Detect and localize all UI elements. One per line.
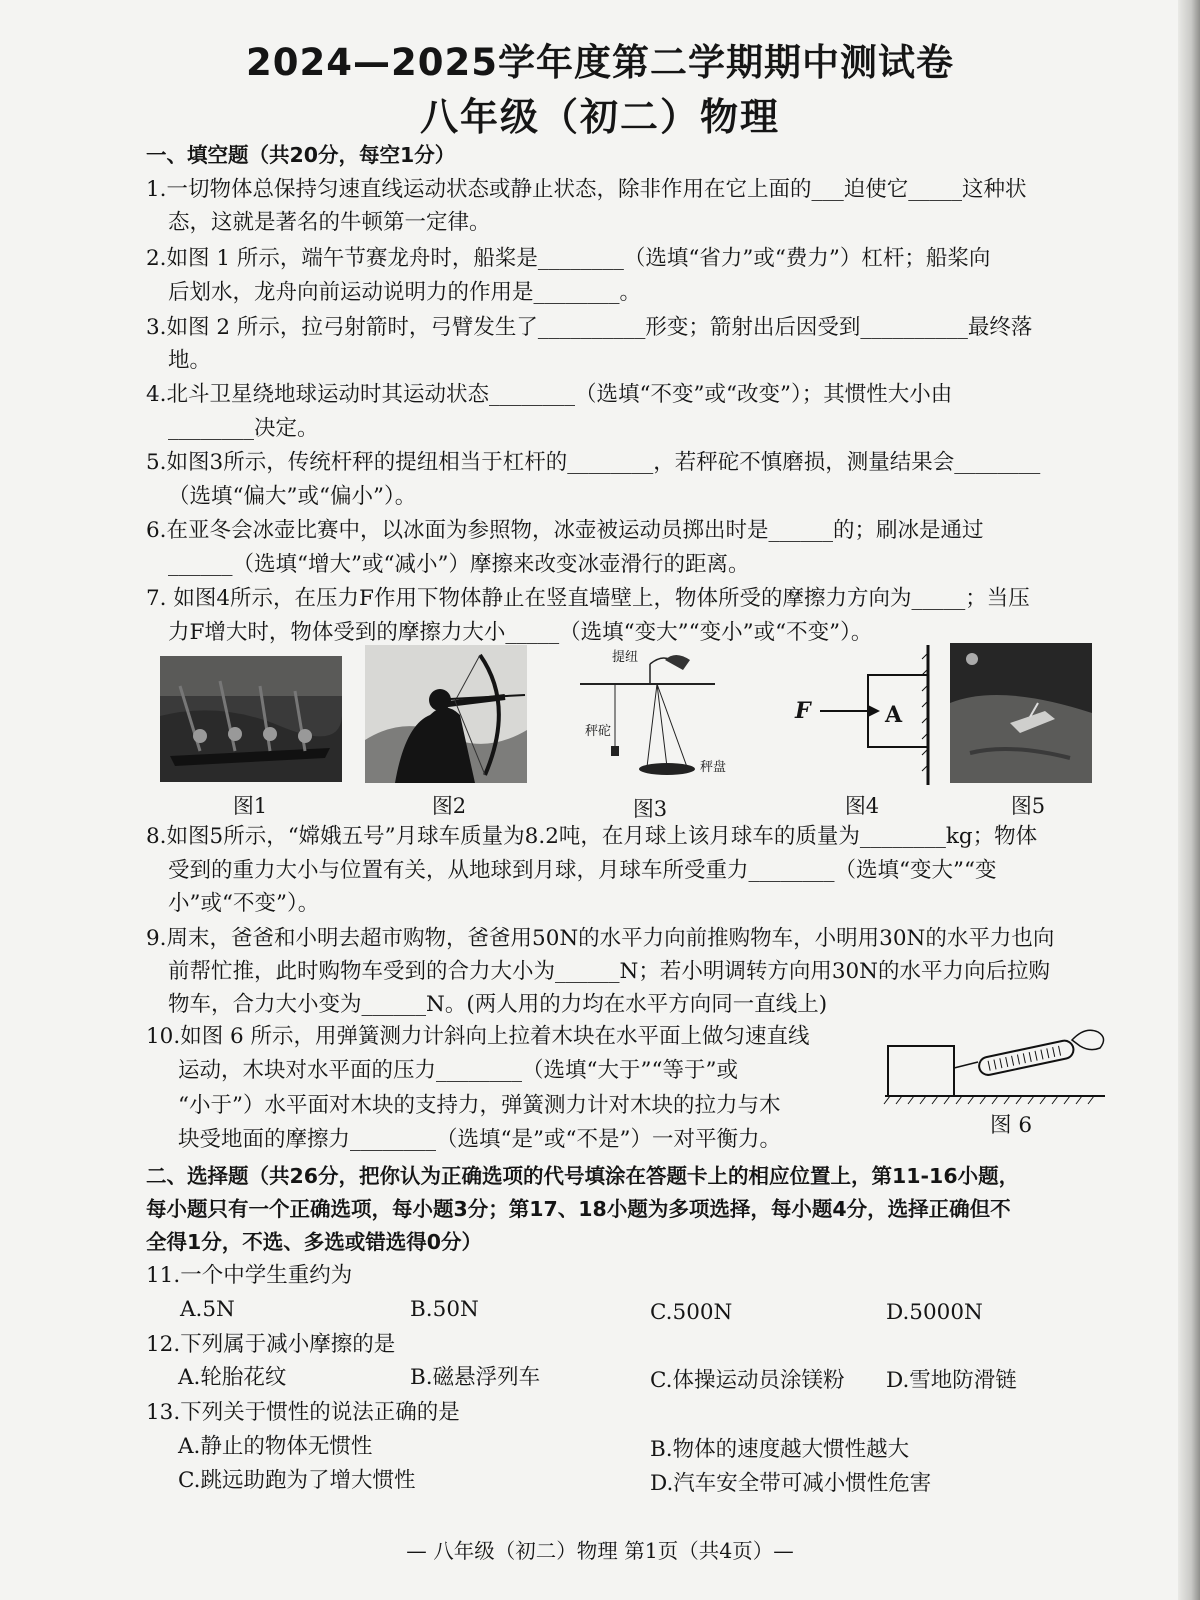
figure-1-dragon-boat-photo bbox=[160, 656, 342, 782]
caption-fig5: 图5 bbox=[1010, 794, 1046, 818]
q2-line1: 2.如图 1 所示，端午节赛龙舟时，船桨是________（选填“省力”或“费力”）杠杆；船桨向 bbox=[146, 246, 991, 271]
q10-line2: 运动，木块对水平面的压力________（选填“大于”“等于”或 bbox=[178, 1058, 738, 1083]
exam-title: 2024—2025学年度第二学期期中测试卷 bbox=[246, 41, 954, 84]
q13-stem: 13.下列关于惯性的说法正确的是 bbox=[146, 1400, 460, 1425]
q11-option-c: C.500N bbox=[650, 1300, 733, 1325]
q10-line3: “小于”）水平面对木块的支持力，弹簧测力计对木块的拉力与木 bbox=[178, 1093, 781, 1118]
figure-6-spring-scale-diagram bbox=[880, 1018, 1110, 1108]
figure-5-lunar-rover-photo bbox=[950, 643, 1092, 783]
caption-fig2: 图2 bbox=[431, 794, 467, 818]
q9-line3: 物车，合力大小变为______N。(两人用的力均在水平方向同一直线上) bbox=[168, 992, 828, 1017]
page-footer: — 八年级（初二）物理 第1页（共4页）— bbox=[406, 1539, 794, 1563]
figure-4-block-wall-diagram bbox=[790, 645, 930, 785]
q9-line1: 9.周末，爸爸和小明去超市购物，爸爸用50N的水平力向前推购物车，小明用30N的水平力也向 bbox=[146, 926, 1055, 951]
q12-option-c: C.体操运动员涂镁粉 bbox=[650, 1368, 845, 1393]
q12-option-a: A.轮胎花纹 bbox=[178, 1365, 287, 1390]
q12-stem: 12.下列属于减小摩擦的是 bbox=[146, 1332, 396, 1357]
q10-line4: 块受地面的摩擦力________（选填“是”或“不是”）一对平衡力。 bbox=[178, 1127, 781, 1152]
q11-stem: 11.一个中学生重约为 bbox=[146, 1263, 353, 1288]
figure-2-archer-photo bbox=[365, 645, 527, 783]
caption-fig3: 图3 bbox=[632, 797, 668, 821]
q7-line1: 7. 如图4所示，在压力F作用下物体静止在竖直墙壁上，物体所受的摩擦力方向为_____；当压 bbox=[146, 586, 1030, 611]
q4-line2: ________决定。 bbox=[168, 416, 319, 441]
q1-line2: 态，这就是著名的牛顿第一定律。 bbox=[168, 210, 491, 235]
q9-line2: 前帮忙推，此时购物车受到的合力大小为______N；若小明调转方向用30N的水平力向后拉购 bbox=[168, 959, 1050, 984]
exam-subtitle: 八年级（初二）物理 bbox=[419, 95, 780, 139]
section2-heading-line3: 全得1分，不选、多选或错选得0分） bbox=[146, 1230, 483, 1254]
q5-line1: 5.如图3所示，传统杆秤的提纽相当于杠杆的________，若秤砣不慎磨损，测量结果会________ bbox=[146, 450, 1041, 475]
q5-line2: （选填“偏大”或“偏小”）。 bbox=[168, 484, 417, 509]
fig3-label-tiniu: 提纽 bbox=[612, 650, 639, 665]
q11-option-b: B.50N bbox=[410, 1297, 479, 1322]
section1-heading: 一、填空题（共20分，每空1分） bbox=[146, 143, 456, 167]
q3-line2: 地。 bbox=[168, 348, 212, 373]
q8-line3: 小”或“不变”）。 bbox=[168, 891, 320, 916]
caption-fig6: 图 6 bbox=[990, 1113, 1033, 1138]
section2-heading-line1: 二、选择题（共26分，把你认为正确选项的代号填涂在答题卡上的相应位置上，第11-16小题， bbox=[146, 1164, 1020, 1188]
q12-option-b: B.磁悬浮列车 bbox=[410, 1365, 541, 1390]
q13-option-c: C.跳远助跑为了增大惯性 bbox=[178, 1468, 416, 1493]
q11-option-a: A.5N bbox=[180, 1297, 235, 1322]
q12-option-d: D.雪地防滑链 bbox=[886, 1368, 1017, 1393]
q3-line1: 3.如图 2 所示，拉弓射箭时，弓臂发生了__________形变；箭射出后因受到__________最终落 bbox=[146, 315, 1033, 340]
q13-option-d: D.汽车安全带可减小惯性危害 bbox=[650, 1471, 932, 1496]
q6-line2: ______（选填“增大”或“减小”）摩擦来改变冰壶滑行的距离。 bbox=[168, 552, 750, 577]
q13-option-b: B.物体的速度越大惯性越大 bbox=[650, 1437, 910, 1462]
q8-line1: 8.如图5所示，“嫦娥五号”月球车质量为8.2吨，在月球上该月球车的质量为________kg；物体 bbox=[146, 824, 1038, 849]
paper-edge bbox=[1178, 0, 1200, 1600]
caption-fig4: 图4 bbox=[844, 794, 880, 818]
q13-option-a: A.静止的物体无惯性 bbox=[178, 1434, 373, 1459]
fig4-label-a: A bbox=[885, 702, 903, 728]
fig3-label-chengpan: 秤盘 bbox=[700, 760, 727, 775]
q2-line2: 后划水，龙舟向前运动说明力的作用是________。 bbox=[168, 280, 642, 305]
q4-line1: 4.北斗卫星绕地球运动时其运动状态________（选填“不变”或“改变”）；其惯性大小由 bbox=[146, 382, 953, 407]
q7-line2: 力F增大时，物体受到的摩擦力大小_____（选填“变大”“变小”或“不变”）。 bbox=[168, 620, 873, 645]
q10-line1: 10.如图 6 所示，用弹簧测力计斜向上拉着木块在水平面上做匀速直线 bbox=[146, 1024, 810, 1049]
section2-heading-line2: 每小题只有一个正确选项，每小题3分；第17、18小题为多项选择，每小题4分，选择正确但不 bbox=[146, 1197, 1011, 1221]
fig3-label-chengtuo: 秤砣 bbox=[585, 724, 612, 739]
q6-line1: 6.在亚冬会冰壶比赛中，以冰面为参照物，冰壶被运动员掷出时是______的；刷冰是通过 bbox=[146, 518, 984, 543]
q8-line2: 受到的重力大小与位置有关，从地球到月球，月球车所受重力________（选填“变大”“变 bbox=[168, 858, 997, 883]
caption-fig1: 图1 bbox=[232, 794, 268, 818]
fig4-label-f: F bbox=[795, 698, 811, 724]
q11-option-d: D.5000N bbox=[886, 1300, 983, 1325]
q1-line1: 1.一切物体总保持匀速直线运动状态或静止状态，除非作用在它上面的___迫使它_____这种状 bbox=[146, 177, 1027, 202]
